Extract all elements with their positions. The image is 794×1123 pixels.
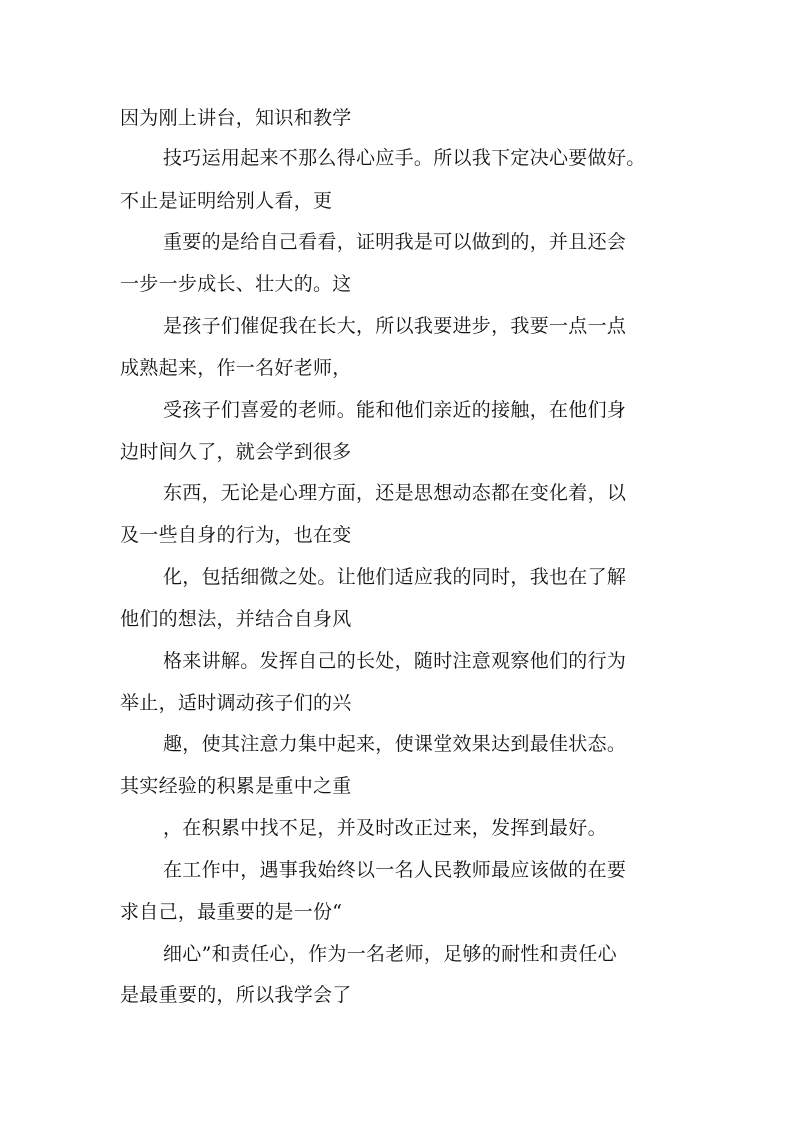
text-line: 他们的想法，并结合自身风	[120, 608, 352, 630]
text-line: 一步一步成长、壮大的。这	[120, 273, 352, 295]
text-line: 受孩子们喜爱的老师。能和他们亲近的接触，在他们身	[163, 399, 627, 421]
text-line: 趣，使其注意力集中起来，使课堂效果达到最佳状态。	[163, 733, 627, 755]
text-line: 技巧运用起来不那么得心应手。所以我下定决心要做好。	[163, 147, 646, 169]
text-line: 举止，适时调动孩子们的兴	[120, 692, 352, 714]
text-line: 化，包括细微之处。让他们适应我的同时，我也在了解	[163, 566, 627, 588]
text-line: 成熟起来，作一名好老师，	[120, 357, 352, 379]
text-line: 细心”和责任心，作为一名老师，足够的耐性和责任心	[163, 943, 617, 965]
text-line: 是最重要的，所以我学会了	[120, 984, 352, 1006]
text-line: 及一些自身的行为，也在变	[120, 524, 352, 546]
text-line: 重要的是给自己看看，证明我是可以做到的，并且还会	[163, 231, 627, 253]
text-line: 在工作中，遇事我始终以一名人民教师最应该做的在要	[163, 859, 627, 881]
text-line: 是孩子们催促我在长大，所以我要进步，我要一点一点	[163, 315, 627, 337]
text-line: 求自己，最重要的是一份“	[120, 901, 343, 923]
text-line: 因为刚上讲台，知识和教学	[120, 107, 352, 129]
text-line: ，在积累中找不足，并及时改正过来，发挥到最好。	[163, 817, 607, 839]
text-line: 格来讲解。发挥自己的长处，随时注意观察他们的行为	[163, 650, 627, 672]
text-line: 东西，无论是心理方面，还是思想动态都在变化着，以	[163, 482, 627, 504]
text-line: 边时间久了，就会学到很多	[120, 441, 352, 463]
text-line: 其实经验的积累是重中之重	[120, 775, 352, 797]
text-line: 不止是证明给别人看，更	[120, 190, 333, 212]
